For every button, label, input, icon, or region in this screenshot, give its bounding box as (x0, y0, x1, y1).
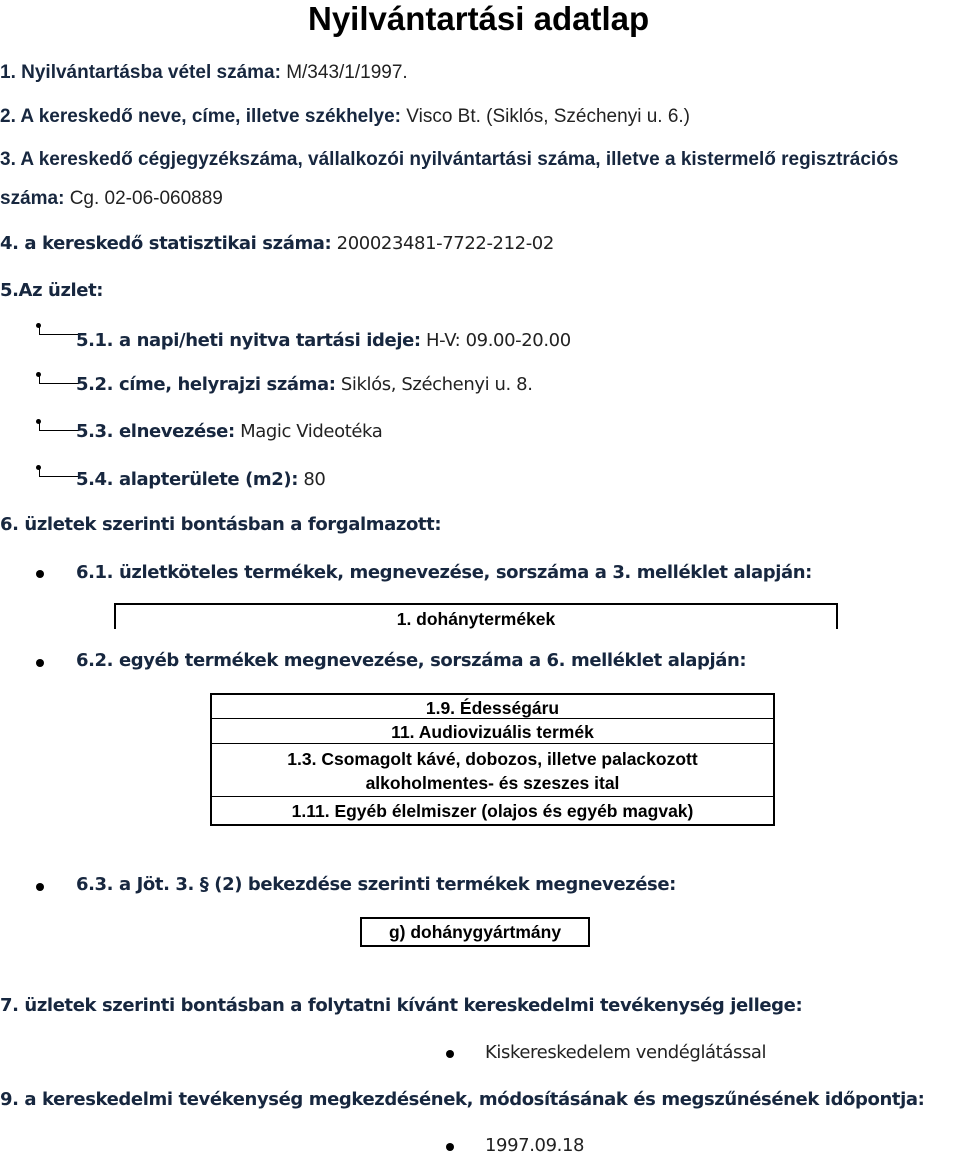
bullet-icon (36, 883, 44, 891)
bullet-icon (446, 1143, 454, 1151)
item-company-registration (0, 149, 898, 171)
other-products-table (210, 693, 775, 826)
activity-type-text: Kiskereskedelem vendéglátással (485, 1042, 767, 1063)
item-activity-type (0, 995, 802, 1016)
opening-hours-value: H-V: 09.00-20.00 (420, 330, 571, 351)
statistical-number-value: 200023481-7722-212-02 (331, 233, 554, 254)
opening-hours-label: 5.1. a napi/heti nyitva tartási ideje: (76, 330, 421, 351)
table-cell: 1. dohánytermékek (396, 609, 556, 629)
table-cell: 1.9. Édességáru (425, 698, 560, 718)
other-products-heading (76, 650, 746, 671)
shop-name (76, 421, 382, 442)
shop-opening-hours (76, 330, 571, 351)
shop-address-value: Siklós, Széchenyi u. 8. (335, 374, 533, 395)
company-registration-value: Cg. 02-06-060889 (64, 188, 223, 209)
licensed-products-table (114, 603, 838, 629)
activity-type-value (485, 1042, 766, 1063)
item-registration-number (0, 62, 408, 84)
activity-dates-label: 9. a kereskedelmi tevékenység megkezdésének, módosításának és megszűnésének időpontja: (0, 1089, 925, 1110)
excise-products-table (360, 917, 590, 947)
shop-address (76, 374, 533, 395)
item-trader-name (0, 106, 690, 128)
page-title: Nyilvántartási adatlap (308, 0, 650, 37)
other-products-label: 6.2. egyéb termékek megnevezése, sorszáma a 6. melléklet alapján: (76, 650, 747, 671)
bullet-icon (36, 570, 44, 578)
shop-name-value: Magic Videotéka (234, 421, 383, 442)
item-activity-dates (0, 1089, 924, 1110)
statistical-number-label: 4. a kereskedő statisztikai száma: (0, 233, 332, 254)
trader-name-label: 2. A kereskedő neve, címe, illetve székhelye: (0, 106, 401, 127)
excise-products-heading (76, 874, 676, 895)
table-cell: alkoholmentes- és szeszes ital (365, 773, 620, 793)
traded-goods-label: 6. üzletek szerinti bontásban a forgalmazott: (0, 514, 442, 535)
excise-products-label: 6.3. a Jöt. 3. § (2) bekezdése szerinti termékek megnevezése: (76, 874, 676, 895)
activity-date-value (485, 1135, 584, 1156)
shop-name-label: 5.3. elnevezése: (76, 421, 235, 442)
item-statistical-number (0, 233, 554, 254)
licensed-products-label: 6.1. üzletköteles termékek, megnevezése, sorszáma a 3. melléklet alapján: (76, 562, 812, 583)
table-cell: 11. Audiovizuális termék (391, 722, 594, 742)
registration-number-value: M/343/1/1997. (280, 62, 408, 83)
item-company-registration-line2 (0, 188, 223, 210)
shop-area-label: 5.4. alapterülete (m2): (76, 469, 299, 490)
registration-number-label: 1. Nyilvántartásba vétel száma: (0, 62, 281, 83)
licensed-products-heading (76, 562, 812, 583)
bullet-icon (446, 1050, 454, 1058)
activity-type-label: 7. üzletek szerinti bontásban a folytatni kívánt kereskedelmi tevékenység jellege: (0, 995, 803, 1016)
shop-address-label: 5.2. címe, helyrajzi száma: (76, 374, 336, 395)
shop-area-value: 80 (298, 469, 326, 490)
table-cell: g) dohánygyártmány (388, 922, 562, 942)
bullet-icon (36, 659, 44, 667)
company-registration-label-line1: 3. A kereskedő cégjegyzékszáma, vállalkozói nyilvántartási száma, illetve a kistermelő regisztrációs (0, 149, 899, 170)
table-cell: 1.11. Egyéb élelmiszer (olajos és egyéb magvak) (291, 801, 694, 821)
activity-date-text: 1997.09.18 (485, 1135, 585, 1156)
item-traded-goods (0, 514, 441, 535)
shop-heading-label: 5.Az üzlet: (0, 280, 104, 301)
item-shop-heading (0, 280, 103, 301)
company-registration-label-line2: száma: (0, 188, 65, 209)
trader-name-value: Visco Bt. (Siklós, Széchenyi u. 6.) (401, 106, 690, 127)
table-cell: 1.3. Csomagolt kávé, dobozos, illetve palackozott (287, 749, 698, 769)
shop-area (76, 469, 325, 490)
